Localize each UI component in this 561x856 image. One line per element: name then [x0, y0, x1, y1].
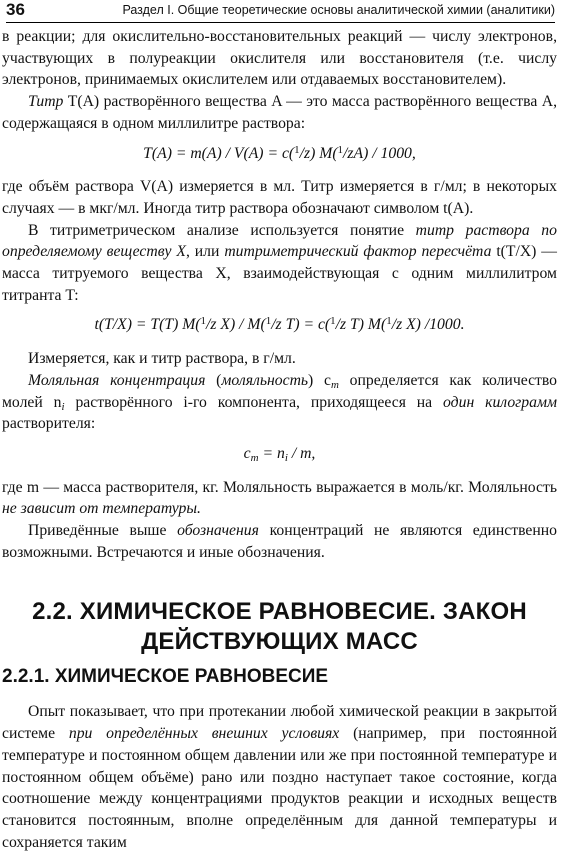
- formula-titrimetric-factor: t(T/X) = T(T) M($^1$/z X) / M($^1$/z T) = c($^1$/z T) M($^1$/z X) /1000.: [94, 315, 465, 334]
- section-heading-2-2: 2.2. ХИМИЧЕСКОЕ РАВНОВЕСИЕ. ЗАКОН ДЕЙСТВУЮЩИХ МАСС: [32, 598, 527, 656]
- formula-molality: $c_m = n_i / m$,: [243, 444, 316, 464]
- running-title: Раздел I. Общие теоретические основы аналитической химии (аналитики): [122, 3, 555, 17]
- term-molal-concentration: Моляльная концентрация: [28, 371, 206, 389]
- term-molality: моляльность: [221, 371, 309, 389]
- subsection-heading-2-2-1: 2.2.1. ХИМИЧЕСКОЕ РАВНОВЕСИЕ: [2, 666, 329, 688]
- paragraph-molality: Моляльная концентрация (моляльность) $c_m$ определяется как количество молей $n_i$ растворённого i-го компонента, приходящееся на один килограмм растворителя:: [2, 371, 558, 433]
- paragraph-equilibrium: Опыт показывает, что при протекании любой химической реакции в закрытой системе при определённых внешних условиях (например, при постоянной температуре и постоянном общем давлении или же при постоянной температуре и постоянном общем объёме) рано или поздно наступает такое состояние, когда соотношение между концентрациями продуктов реакции и исходных веществ становится постоянным, вполне определённым для данной температуры и сохраняется таким: [2, 703, 558, 851]
- paragraph-notations: Приведённые выше обозначения концентраций не являются единственно возможными. Встречаются и иные обозначения.: [2, 522, 558, 561]
- paragraph-solvent-mass: где m — масса растворителя, кг. Моляльность выражается в моль/кг. Моляльность не зависит от температуры.: [2, 478, 557, 518]
- term-titer: Титр: [28, 93, 64, 111]
- paragraph-1: в реакции; для окислительно-восстановительных реакций — числу электронов, участвующих в полуреакции окислителя или восстановителя (т.е. числу электронов, принимаемых окислителем или отдаваемых восстановителем).: [2, 28, 557, 89]
- paragraph-measured: Измеряется, как и титр раствора, в г/мл.: [28, 350, 296, 368]
- term-temperature-independent: не зависит от температуры.: [2, 500, 201, 518]
- page-body: [2, 26, 557, 853]
- term-conversion-factor: титриметрический фактор пересчёта: [224, 243, 492, 261]
- term-one-kilogram: один килограмм: [443, 393, 558, 411]
- formula-titer: T(A) = m(A) / V(A) = c($^1$/z) M($^1$/zA) / 1000,: [143, 143, 416, 162]
- paragraph-titer-definition: Титр T(A) растворённого вещества A — это масса растворённого вещества A, содержащаяся в одном миллилитре раствора:: [2, 93, 557, 132]
- paragraph-titrimetric-factor: В титриметрическом анализе используется понятие титр раствора по определяемому веществу X, или титриметрический фактор пересчёта t(T/X) — масса титруемого вещества X, взаимодействующая с одним миллилитром титранта T:: [2, 221, 557, 304]
- paragraph-titer-units: где объём раствора V(A) измеряется в мл. Титр измеряется в г/мл; в некоторых случаях — в мкг/мл. Иногда титр раствора обозначают символом t(A).: [2, 178, 557, 217]
- term-titer-by-analyte: титр раствора по определяемому веществу X: [2, 221, 557, 261]
- term-notations: обозначения: [177, 522, 259, 540]
- page-number: 36: [6, 0, 25, 19]
- term-fixed-conditions: при определённых внешних условиях: [68, 725, 340, 743]
- page-header: [6, 0, 555, 23]
